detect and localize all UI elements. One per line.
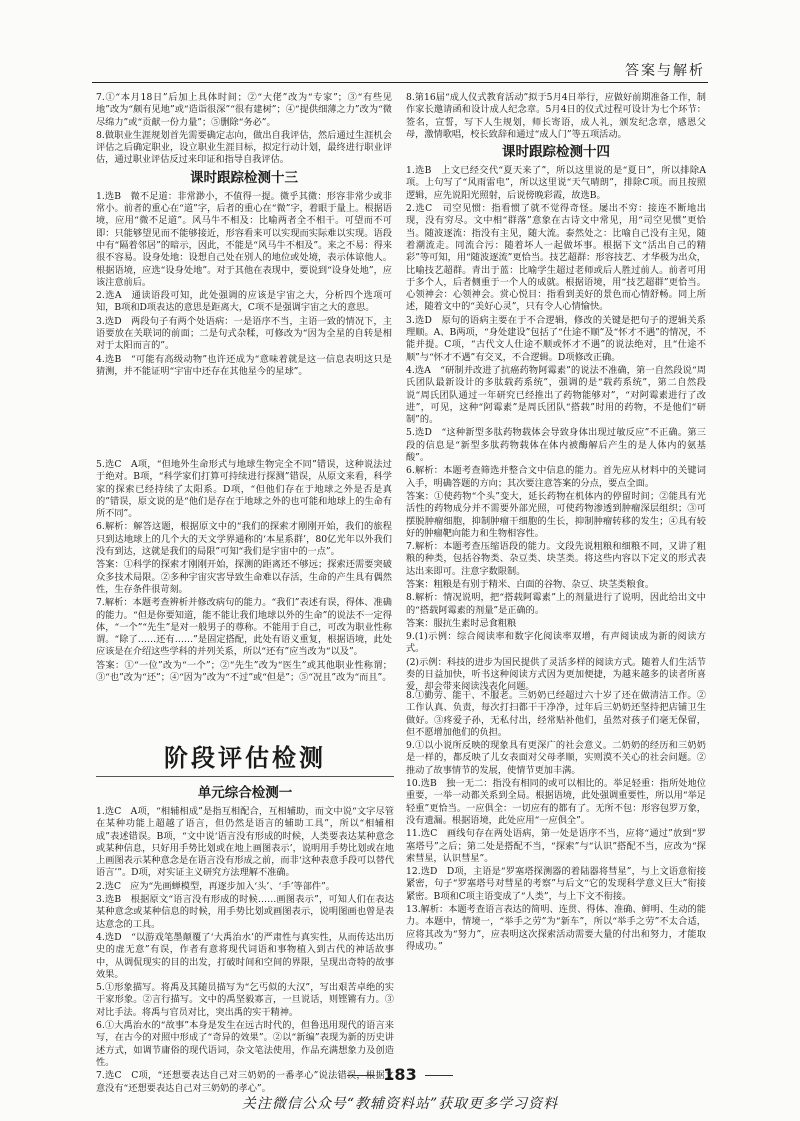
paragraph: 5.①形象描写。将禹及其随员描写为“乞丐似的大汉”，写出艰苦卓绝的实干家形象。②言行描写。文中的禹坚毅寡言，一旦说话，则铿锵有力。③对比手法。将禹与官员对比，突出禹的实干精神。 bbox=[96, 982, 394, 1018]
paragraph: 1.选B 微不足道：非常渺小，不值得一提。微乎其微：形容非常少或非常小。前者的重心在“道”字，后者的重心在“微”字，着眼于量上。根据语境，应用“微不足道”。风马牛不相及：比喻两者全不相干。可望而不可即：只能够望见而不能够接近，形容看来可以实现而实际难以实现。语段中有“隔着邻居”的暗示，因此，不能是“风马牛不相及”。来之不易：得来很不容易。设身处地：设想自己处在别人的地位或处境，表示体谅他人。根据语境，应选“设身处地”。对于其他在表现中，要说到“设身处地”，应该注意前后。 bbox=[96, 190, 392, 288]
paragraph: 9.①以小说所反映的现象具有更深广的社会意义。二奶奶的经历和三奶奶是一样的，都反映了儿女表面对父母孝顺，实则漠不关心的社会问题。②推动了故事情节的发展，使情节更加丰满。 bbox=[406, 740, 706, 776]
paragraph: 2.选C 司空见惯：指看惯了就不觉得奇怪。屡出不穷：接连不断地出现，没有穷尽。文中相“群落”意象在古诗文中常见，用“司空见惯”更恰当。随波逐流：指没有主见，随大流。泰然处之：比喻自己没有主见，随着潮流走。同流合污：随着坏人一起做坏事。根据下文“活出自己的精彩”等可知，用“随波逐流”更恰当。技艺超群：形容技艺、才华极为出众，比喻技艺超群。青出于蓝：比喻学生超过老师或后人胜过前人。前者可用于多个人，后者侧重于一个人的成就。根据语境，用“技艺超群”更恰当。心领神会：心领神会。赏心悦目：指看到美好的景色而心情舒畅。同上所述，随着文中的“美好心灵”，只有令人心情愉快。 bbox=[406, 203, 706, 313]
paragraph: 7.解析：本题考查辨析并修改病句的能力。“我们”表述有误，得体、准确的能力。“但是你要知道，能不能让我们地球以外的生命”的说法不一定得体，“一个”“先生”是对一般男子的尊称。不能用于自己，可改为职业性称谓。“除了……还有……”是固定搭配，此处有语义重复，根据语境，此处应该是在介绍这些学科的并列关系，所以“还有”应当改为“以及”。 bbox=[96, 597, 392, 658]
footer-note: 关注微信公众号“教辅资料站”获取更多学习资料 bbox=[241, 1096, 559, 1112]
paragraph: 6.①大禹治水的“故事”本身是发生在远古时代的，但鲁迅用现代的语言来写，在古今的对照中形成了“奇异的效果”。②以“新编”表现为新的历史讲述方式，如调节庸俗的现代语词，杂文笔法使用，作品充满想象力及创造性。 bbox=[96, 1020, 394, 1068]
paragraph: 7.解析：本题考查压缩语段的能力。文段先说粗粮和细粮不同，又讲了粗粮的种类，包括谷物类、杂豆类、块茎类。将这些内容以下定义的形式表达出来即可。注意字数限制。 bbox=[406, 541, 706, 577]
paragraph: 答案：服抗生素时忌食粗粮 bbox=[406, 617, 517, 629]
paragraph: 答案：粗粮是有别于精米、白面的谷物、杂豆、块茎类粮食。 bbox=[406, 578, 655, 590]
right-column-top bbox=[406, 92, 706, 693]
paragraph: 3.选B 根据原文“语言没有形成的时候……画图表示”，可知人们在表达某种意念或某种信息的时候，用手势比划或画图表示，说明图画也曾是表达意念的工具。 bbox=[96, 894, 394, 930]
paragraph: 3.选D 两段句子有两个处语病：一是语序不当，主语一致的情况下，主语要放在关联词的前面；二是句式杂糅，可修改为“因为全星的自转是相对于太阳而言的”。 bbox=[96, 315, 392, 352]
paragraph: 10.选B 独一无二：指没有相同的或可以相比的。举足轻重：指所处地位重要，一举一动都关系到全局。根据语境，此处强调重要性，所以用“举足轻重”更恰当。一应俱全：一切应有的都有了。无所不包：形容包罗万象，没有遗漏。根据语境，此处应用“一应俱全”。 bbox=[406, 778, 706, 826]
paragraph: 8.解析：情况说明，把“搭载阿霉素”上的剂量进行了说明，因此给出文中的“搭载阿霉素的剂量”是正确的。 bbox=[406, 592, 706, 616]
page-number-text: 183 bbox=[383, 1065, 417, 1084]
paragraph: 答案：①科学的探索才刚刚开始，探测的距离还不够远；探索还需要突破众多技术局限。②多种宇宙灾害导致生命难以存活，生命的产生具有偶然性，生存条件很苛刻。 bbox=[96, 559, 392, 595]
paragraph: 5.选D “这种新型多肽药物载体会导致身体出现过敏反应”不正确。第三段的信息是“新型多肽药物载体在体内被酶解后产生的是人体内的氨基酸”。 bbox=[406, 427, 706, 464]
paragraph: 答案：①“一位”改为“一个”；②“先生”改为“医生”或其他职业性称谓；③“也”改为“还”；④“因为”改为“不过”或“但是”；⑤“况且”改为“而且”。 bbox=[96, 659, 392, 684]
paragraph: 13.解析：本题考查语言表达的简明、连贯、得体、准确、鲜明、生动的能力。本题中，情境一，“举手之劳”为“新车”，所以“举手之劳”不太合适，应将其改为“努力”，应表明这次探索活动需要大量的付出和努力，才能取得成功。” bbox=[406, 904, 706, 952]
paragraph: 1.选B 上文已经交代“夏天来了”，所以这里说的是“夏日”，所以排除A项。上句写了“风雨雷电”，所以这里说“天气晴朗”，排除C项。而且按照逻辑，应先说阳光照射，后说傍晚彩霞，故选B。 bbox=[406, 165, 706, 201]
left-column-bottom bbox=[96, 782, 394, 1094]
paragraph: 7.选C C项，“还想要表达自己对三奶奶的一番孝心”说法错误，根据文意没有“还想要表达自己对三奶奶的孝心”。 bbox=[96, 1070, 394, 1094]
header-rule bbox=[92, 82, 708, 83]
main-section-title: 阶段评估检测 bbox=[164, 744, 326, 772]
paragraph: 3.选D 原句的语病主要在于不合逻辑，修改的关键是把句子的逻辑关系理顺。A、B两项，“身处建设”包括了“仕途不顺”及“怀才不遇”的情况，不能并提。C项，“古代文人仕途不顺或怀才不遇”的说法绝对，且“仕途不顺”与“怀才不遇”有交叉，不合逻辑。D项修改正确。 bbox=[406, 314, 706, 363]
header-title: 答案与解析 bbox=[625, 63, 705, 79]
section-title-13: 课时跟踪检测十三 bbox=[190, 169, 298, 186]
page-number-dash bbox=[425, 1075, 453, 1076]
paragraph: 6.解析：解答这题，根据原文中的“我们的探索才刚刚开始，我们的旅程只到达地球上的几个大的天文学界通称的‘本星系群’，80亿光年以外我们没有到达，这就是我们的局限”可知“我们是宇宙中的一点”。 bbox=[96, 521, 392, 558]
paragraph: 答案：①使药物“个头”变大，延长药物在机体内的停留时间；②能具有光活性的药物成分并不需要外部光照，可使药物渗透到肿瘤深层组织；③可摆脱肿瘤细胞，抑制肿瘤干细胞的生长，抑制肿瘤转移的发生；④具有较好的肿瘤靶向能力和生物相容性。 bbox=[406, 490, 706, 539]
paragraph: 8.①勤劳、能干、不服老。三奶奶已经超过六十岁了还在做清洁工作。②工作认真、负责，每次打扫都干干净净，过年后三奶奶还坚持把店铺卫生做好。③疼爱子孙，无私付出，经常贴补他们，虽然对孩子们毫无保留，但不愿增加他们的负担。 bbox=[406, 690, 706, 738]
paragraph: 4.选A “研制并改进了抗癌药物阿霉素”的说法不准确，第一自然段说“周氏团队最新设计的多肽载药系统”，强调的是“载药系统”，第二自然段说“周氏团队通过一年研究已经推出了药物能够对”，“对阿霉素进行了改进”，可见，这种“阿霉素”是周氏团队“搭载”时用的药物，不是他们“研制”的。 bbox=[406, 364, 706, 426]
paragraph: 12.选D D项，主语是“罗塞塔探测器的着陆器将彗星”，与上文语意衔接紧密，句子“罗塞塔号对彗星的考察”与后文“它的发现科学意义巨大”衔接紧密。B项和C项主语变成了“人类”，与上下文不衔接。 bbox=[406, 866, 706, 902]
paragraph: 8.做职业生涯规划首先需要确定志向，做出自我评估，然后通过生涯机会评估之后确定职业，设立职业生涯目标，拟定行动计划，最终进行职业评估，通过职业评估反过来印证和指导自我评估。 bbox=[96, 129, 392, 166]
paragraph: 11.选C 画线句存在两处语病，第一处是语序不当，应将“通过”放到“罗塞塔号”之后；第二处是搭配不当，“探索”与“认识”搭配不当，应改为“探索彗星，认识彗星”。 bbox=[406, 828, 706, 864]
paragraph: 7.①“本月18日”后加上具体时间；②“大佬”改为“专家”；③“有些见地”改为“颇有见地”或“造诣很深”“很有建树”；④“提供细薄之力”改为“微尽绵力”或“贡献一份力量”；⑤删除“务必”。 bbox=[96, 92, 392, 128]
paragraph: 6.解析：本题考查筛选并整合文中信息的能力。首先应从材料中的关键词入手，明确答题的方向；其次要注意答案的分点，要点全面。 bbox=[406, 465, 706, 489]
paragraph: 8.第16届“成人仪式教育活动”拟于5月4日举行，应做好前期准备工作，制作家长邀请函和设计成人纪念章。5月4日的仪式过程可设计为七个环节：签名，宣誓，写下人生规划，师长寄语，成人礼，颁发纪念章，感恩父母，激情歌唱，校长致辞和通过“成人门”等五项活动。 bbox=[406, 92, 706, 140]
page-number bbox=[0, 1065, 800, 1084]
main-title-rule bbox=[96, 776, 394, 777]
paragraph: 9.(1)示例：综合阅读率和数字化阅读率双增，有声阅读成为新的阅读方式。 bbox=[406, 631, 706, 655]
paragraph: 2.选C 应为“先画蝉模型，再逐步加入‘头’、‘手’等部件”。 bbox=[96, 880, 335, 892]
paragraph: 1.选C A项，“相辅相成”是指互相配合，互相辅助，而文中说“文字尽管在某种功能上超越了语言，但仍然是语言的辅助工具”，所以“相辅相成”表述错误。B项，“文中说‘语言没有形成的时候，人类要表达某种意念或某种信息，只好用手势比划或在地上画图表示’，说明用手势比划或在地上画图表示某种意念是在语言没有形成之前，而非‘这种表意手段可以替代语言’”。D项，对实证主义研究方法理解不准确。 bbox=[96, 806, 394, 879]
left-column-middle bbox=[96, 459, 392, 771]
left-column-top bbox=[96, 92, 392, 459]
paragraph: 4.选B “可能有高级动物”也许还成为“意味着就是这一信息表明这只是猜测，并不能证明“宇宙中还存在其他星今的星球”。 bbox=[96, 353, 392, 377]
paragraph: 4.选D “以游戏笔墨颠覆了‘大禹治水’的严肃性与真实性，从而传达出历史的虚无意”有误，作者有意将现代词语和事物植入到古代的神话故事中，从调侃现实的目的出发，打破时间和空间的界限，呈现出奇特的故事效果。 bbox=[96, 931, 394, 980]
page-number-dash bbox=[347, 1075, 375, 1076]
paragraph: 2.选A 通读语段可知，此处强调的应该是宇宙之大，分析四个选项可知，B项和D项表达的意思是距离大，C项不是强调宇宙之大的意思。 bbox=[96, 290, 392, 314]
paragraph: 5.选C A项，“但地外生命形式与地球生物完全不同”错误，这种说法过于绝对。B项，“科学家们打算可持续进行探测”错误，从原文来看，科学家的探索已经持续了太阳系。D项，“但他们存在于地球之外是否是真的”错误，原文说的是“他们是存在于地球之外的也可能和地球上的生命有所不同”。 bbox=[96, 459, 392, 520]
section-title-unit1: 单元综合检测一 bbox=[197, 785, 293, 801]
right-column-bottom bbox=[406, 690, 706, 1062]
paragraph: (2)示例：科技的进步为国民提供了灵活多样的阅读方式。随着人们生活节奏的日益加快，听书这种阅读方式因为更加便捷，为越来越多的读者所喜爱，却会带来阅读浅表化问题。 bbox=[406, 656, 706, 693]
section-title-14: 课时跟踪检测十四 bbox=[502, 144, 610, 161]
